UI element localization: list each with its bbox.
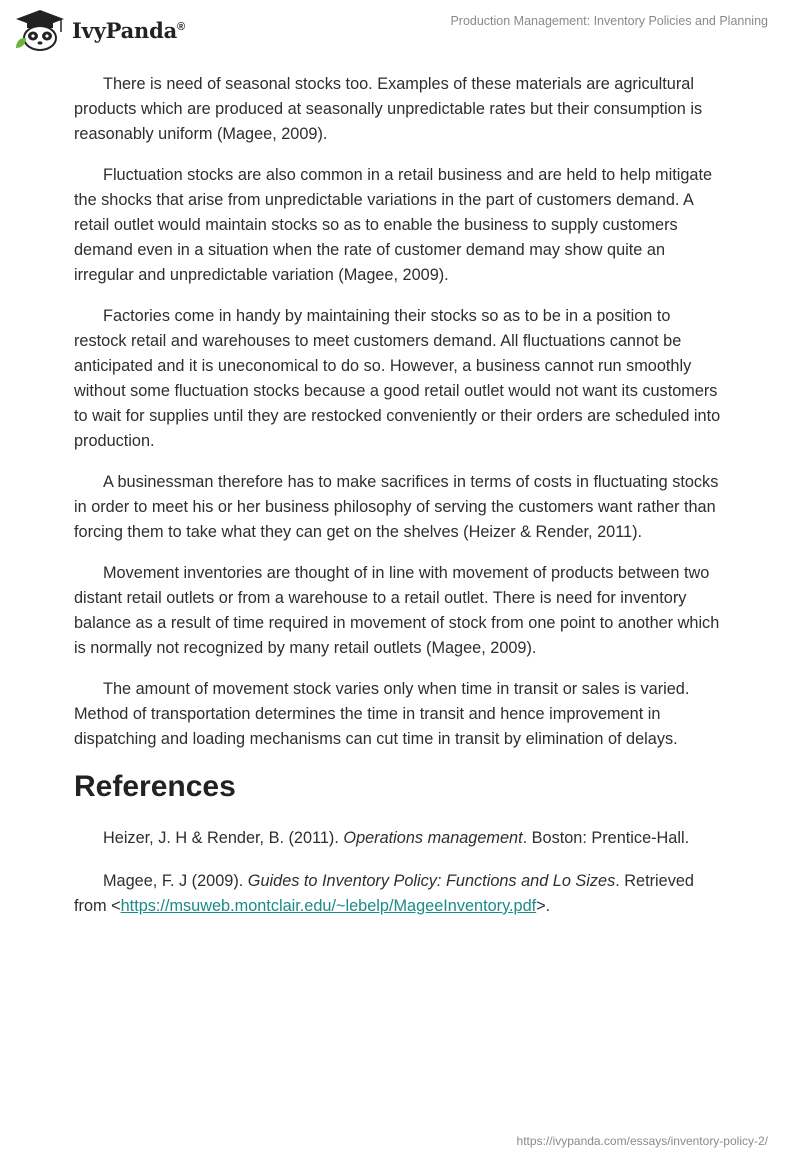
ivypanda-logo[interactable] [14, 8, 185, 52]
essay-body [74, 72, 724, 937]
references-heading: References [74, 770, 236, 803]
paragraph: Factories come in handy by maintaining their stocks so as to be in a position to restock retail and warehouses to meet customers demand. All fluctuations cannot be anticipated and it is uneconomical to do so. However, a business cannot run smoothly without some fluctuation stocks because a good retail outlet would not want its customers to wait for supplies until they are restocked conveniently or their orders are scheduled into production. [74, 307, 721, 450]
reference-entry: Heizer, J. H & Render, B. (2011). Operations management. Boston: Prentice-Hall. [103, 829, 690, 847]
panda-graduate-icon [14, 8, 66, 52]
reference-link[interactable]: https://msuweb.montclair.edu/~lebelp/MageeInventory.pdf [120, 897, 537, 915]
footer-url[interactable]: https://ivypanda.com/essays/inventory-policy-2/ [516, 1134, 768, 1148]
brand-name: IvyPanda® [72, 17, 185, 43]
document-title: Production Management: Inventory Policies and Planning [450, 14, 768, 28]
paragraph: A businessman therefore has to make sacrifices in terms of costs in fluctuating stocks in order to meet his or her business philosophy of serving the customers want rather than forcing them to take what they can get on the shelves (Heizer & Render, 2011). [74, 473, 719, 541]
paragraph: There is need of seasonal stocks too. Examples of these materials are agricultural products which are produced at seasonally unpredictable rates but their consumption is reasonably uniform (Magee, 2009). [74, 75, 703, 143]
paragraph: Movement inventories are thought of in line with movement of products between two distant retail outlets or from a warehouse to a retail outlet. There is need for inventory balance as a result of time required in movement of stock from one point to another which is normally not recognized by many retail outlets (Magee, 2009). [74, 564, 720, 657]
page-header [0, 0, 800, 60]
reference-entry: Magee, F. J (2009). Guides to Inventory Policy: Functions and Lo Sizes. Retrieved from <https://msuweb.montclair.edu/~lebelp/MageeInventory.pdf>. [74, 872, 694, 915]
paragraph: The amount of movement stock varies only when time in transit or sales is varied. Method of transportation determines the time in transit and hence improvement in dispatching and loading mechanisms can cut time in transit by elimination of delays. [74, 680, 690, 748]
paragraph: Fluctuation stocks are also common in a retail business and are held to help mitigate the shocks that arise from unpredictable variations in the part of customers demand. A retail outlet would maintain stocks so as to enable the business to supply customers demand even in a situation when the rate of customer demand may show quite an irregular and unpredictable variation (Magee, 2009). [74, 166, 713, 284]
